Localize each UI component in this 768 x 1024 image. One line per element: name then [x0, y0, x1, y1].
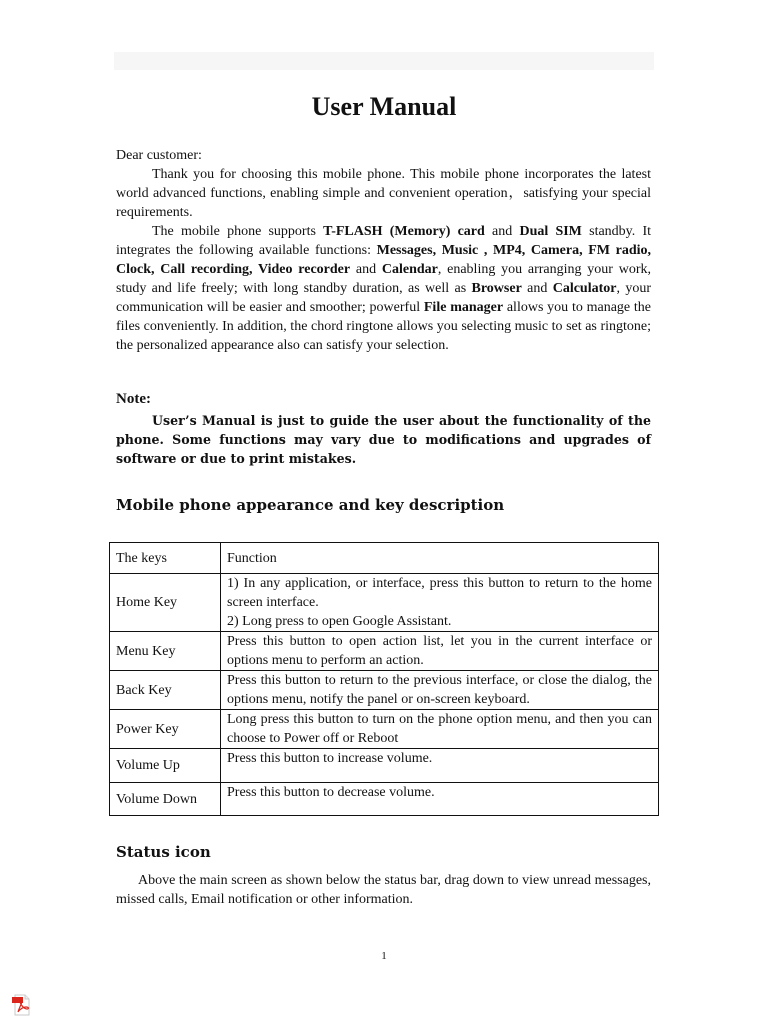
features-text: [116, 222, 651, 355]
intro-paragraph: [116, 165, 651, 222]
note-text: User’s Manual is just to guide the user about the functionality of the phone. Some functions may vary due to modifications and upgrades of software or due to print mistakes.: [116, 413, 651, 466]
function-line: 2) Long press to open Google Assistant.: [227, 614, 452, 629]
table-row: [110, 632, 659, 671]
note-heading: Note:: [116, 391, 151, 407]
keys-section-heading: Mobile phone appearance and key description: [116, 496, 505, 514]
key-function: Press this button to decrease volume.: [221, 783, 659, 816]
page-number: 1: [381, 950, 387, 962]
table-row: [110, 749, 659, 783]
key-name: Volume Up: [110, 749, 221, 783]
feature-browser: Browser: [471, 281, 522, 296]
features-text-3: standby. It integrates the following available functions:: [116, 224, 652, 258]
features-text-4: and: [350, 262, 382, 277]
intro-text: Thank you for choosing this mobile phone. This mobile phone incorporates the latest world advanced functions, enabling simple and convenient operation，satisfying your special requirements.: [116, 167, 651, 220]
greeting: [116, 146, 651, 165]
key-function: Long press this button to turn on the phone option menu, and then you can choose to Power off or Reboot: [221, 710, 659, 749]
features-text-7: , your communication will be easier and smoother; powerful: [116, 281, 651, 315]
page-header-band: [114, 52, 654, 70]
pdf-icon: [12, 994, 32, 1016]
greeting-text: Dear customer:: [116, 148, 202, 163]
status-section-heading: Status icon: [116, 843, 211, 861]
feature-file-manager: File manager: [423, 300, 504, 315]
table-row: [110, 671, 659, 710]
key-name: Home Key: [110, 574, 221, 632]
table-row: [110, 783, 659, 816]
keys-table: [109, 542, 659, 816]
table-row: [110, 710, 659, 749]
function-line: 1) In any application, or interface, press this button to return to the home screen interface.: [227, 576, 652, 610]
table-header-row: [110, 543, 659, 574]
key-function: Press this button to increase volume.: [221, 749, 659, 783]
features-text-2: and: [484, 224, 520, 239]
key-name: Back Key: [110, 671, 221, 710]
table-row: [110, 574, 659, 632]
feature-calculator: Calculator: [552, 281, 617, 296]
features-text-8: allows you to manage the files conveniently. In addition, the chord ringtone allows you selecting music to set as ringtone; the personalized appearance also can satisfy your selection.: [116, 300, 652, 353]
feature-calendar: Calendar: [381, 262, 438, 277]
key-function: [221, 574, 659, 632]
header-keys: The keys: [110, 543, 221, 574]
header-function: Function: [221, 543, 659, 574]
key-name: Power Key: [110, 710, 221, 749]
page-title: User Manual: [311, 92, 457, 121]
feature-list: Messages, Music , MP4, Camera, FM radio, Clock, Call recording, Video recorder: [116, 243, 652, 277]
features-text-5: , enabling you arranging your work, study and life freely; with long standby duration, as well as: [116, 262, 651, 296]
features-paragraph: [116, 222, 651, 355]
feature-dual-sim: Dual SIM: [519, 224, 582, 239]
features-text-6: and: [521, 281, 553, 296]
note-body: [116, 411, 651, 468]
key-function: Press this button to open action list, let you in the current interface or options menu to perform an action.: [221, 632, 659, 671]
features-text-1: The mobile phone supports: [152, 224, 324, 239]
feature-tflash: T-FLASH (Memory) card: [323, 224, 485, 239]
key-name: Menu Key: [110, 632, 221, 671]
key-name: Volume Down: [110, 783, 221, 816]
status-text: Above the main screen as shown below the status bar, drag down to view unread messages, missed calls, Email notification or other information.: [116, 873, 651, 907]
key-function: Press this button to return to the previous interface, or close the dialog, the options menu, notify the panel or on-screen keyboard.: [221, 671, 659, 710]
